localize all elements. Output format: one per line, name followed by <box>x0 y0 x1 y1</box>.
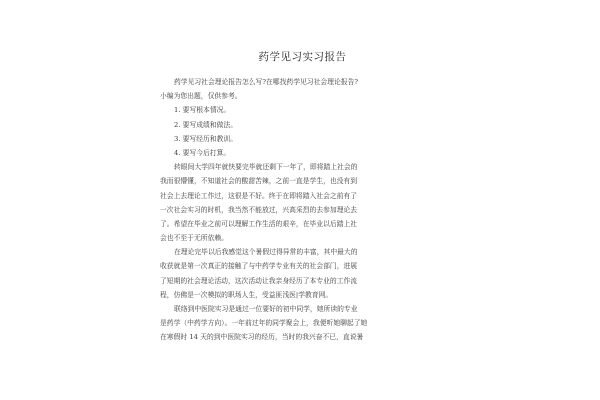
paragraph-line: 我而很懵懂，不知道社会的酸甜苦辣，之前一直是学生，也没有到 <box>160 177 358 186</box>
list-item: 1. 要写根本情况。 <box>174 106 231 115</box>
list-item: 2. 要写成绩和做法。 <box>174 120 238 129</box>
intro-line: 药学见习社会理论报告怎么写?在哪找药学见习社会理论报告? <box>174 78 359 86</box>
paragraph-line: 程，仿佛是一次模拟的职场人生，受益匪浅医|学教育网。 <box>160 290 333 299</box>
paragraph-line: 在寒假时 14 天的到中医院实习的经历，当时的我兴奋不已，直说暑 <box>160 333 364 342</box>
paragraph-line: 在理论完毕以后我感觉这个暑假过得异常的丰富，其中最大的 <box>174 248 358 257</box>
paragraph-line: 收获就是第一次真正的接触了与中药学专业有关的社会部门，进展 <box>160 262 358 271</box>
document-page <box>160 38 445 400</box>
paragraph-line: 会也不至于无所依赖。 <box>160 234 228 243</box>
document-title: 药学见习实习报告 <box>258 51 347 63</box>
paragraph-line: 了短期的社会理论活动，这次活动让我亲身经历了本专业的工作流 <box>160 276 358 285</box>
paragraph-line: 是药学（中药学方向）。一年前过年的同学聚会上，我便听她聊起了她 <box>160 319 368 328</box>
paragraph-line: 联络到中医院实习是通过一位要好的初中同学，她所读的专业 <box>174 305 358 313</box>
paragraph-line: 社会上去理论工作过，这很是不好。终于在即将踏入社会之前有了 <box>160 191 358 200</box>
list-item: 4. 要写今后打算。 <box>174 148 231 157</box>
paragraph-line: 了。希望在毕业之前可以理解工作生活的艰辛，在毕业以后踏上社 <box>160 219 358 228</box>
list-item: 3. 要写经历和教训。 <box>174 134 238 143</box>
paragraph-line: 转眼间大学四年就快要完毕就还剩下一年了，即将踏上社会的 <box>174 163 358 172</box>
document-body <box>160 75 445 345</box>
paragraph-line: 一次社会实习的时机，我当然不能放过，兴高采烈的去参加理论去 <box>160 205 358 214</box>
intro-line: 小编为您出题，仅供参考。 <box>160 92 242 101</box>
